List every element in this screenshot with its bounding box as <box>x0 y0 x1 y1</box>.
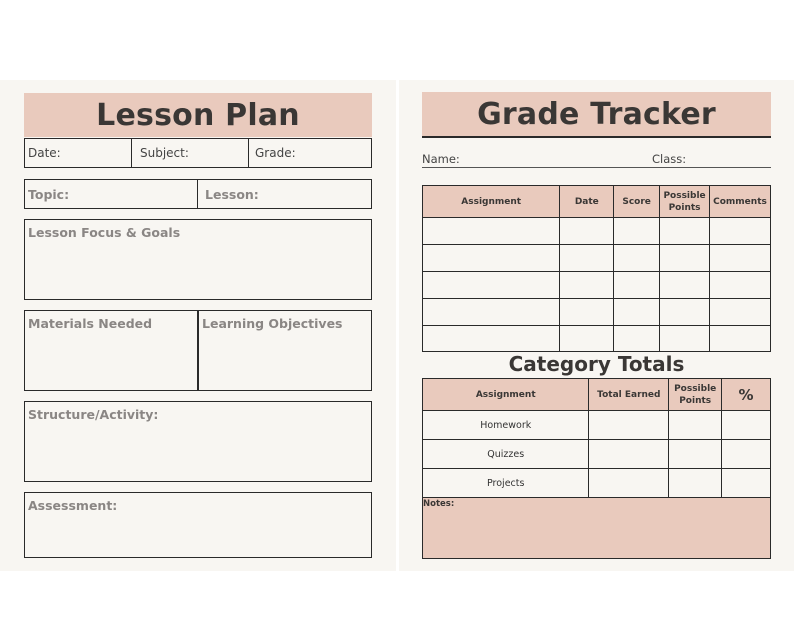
learning-objectives-box <box>198 310 372 391</box>
materials-needed-label: Materials Needed <box>28 316 153 331</box>
col-possible-points: Possible Points <box>660 186 710 218</box>
cat-col-assignment: Assignment <box>423 379 589 411</box>
topic-lesson-row <box>24 179 372 209</box>
learning-objectives-label: Learning Objectives <box>202 316 343 331</box>
lesson-plan-page <box>0 80 396 571</box>
date-subject-grade-row <box>24 138 372 168</box>
assessment-label: Assessment: <box>28 498 118 513</box>
table-row <box>423 411 771 440</box>
name-label: Name: <box>422 152 460 166</box>
col-assignment: Assignment <box>423 186 560 218</box>
table-row <box>423 272 771 299</box>
topic-label: Topic: <box>28 187 70 202</box>
class-label: Class: <box>652 152 687 166</box>
materials-needed-box <box>24 310 198 391</box>
table-row <box>423 326 771 352</box>
assignment-table-header <box>423 186 771 218</box>
cat-col-possible-points: Possible Points <box>669 379 722 411</box>
grade-tracker-title-banner <box>422 92 771 138</box>
table-row <box>423 440 771 469</box>
category-homework: Homework <box>423 411 589 440</box>
lesson-label: Lesson: <box>205 187 259 202</box>
grade-tracker-title: Grade Tracker <box>477 96 716 132</box>
table-row <box>423 469 771 498</box>
lesson-plan-title: Lesson Plan <box>96 97 300 133</box>
category-totals-heading: Category Totals <box>508 352 685 376</box>
name-class-line <box>422 167 771 168</box>
lesson-focus-goals-box <box>24 219 372 300</box>
table-row <box>423 245 771 272</box>
date-label: Date: <box>28 146 61 160</box>
structure-activity-box <box>24 401 372 482</box>
lesson-plan-title-banner <box>24 93 372 137</box>
grade-tracker-page <box>399 80 794 571</box>
notes-label: Notes: <box>423 499 455 509</box>
subject-label: Subject: <box>140 146 189 160</box>
category-totals-table <box>422 378 771 498</box>
table-row <box>423 218 771 245</box>
col-date: Date <box>560 186 614 218</box>
assignment-table <box>422 185 771 352</box>
category-table-header <box>423 379 771 411</box>
cat-col-total-earned: Total Earned <box>589 379 669 411</box>
notes-box[interactable] <box>422 497 771 559</box>
assessment-box <box>24 492 372 558</box>
table-row <box>423 299 771 326</box>
lesson-focus-goals-label: Lesson Focus & Goals <box>28 225 181 240</box>
category-quizzes: Quizzes <box>423 440 589 469</box>
structure-activity-label: Structure/Activity: <box>28 407 159 422</box>
col-score: Score <box>614 186 660 218</box>
cat-col-percent: % <box>722 379 771 411</box>
grade-label: Grade: <box>255 146 296 160</box>
col-comments: Comments <box>710 186 771 218</box>
category-projects: Projects <box>423 469 589 498</box>
